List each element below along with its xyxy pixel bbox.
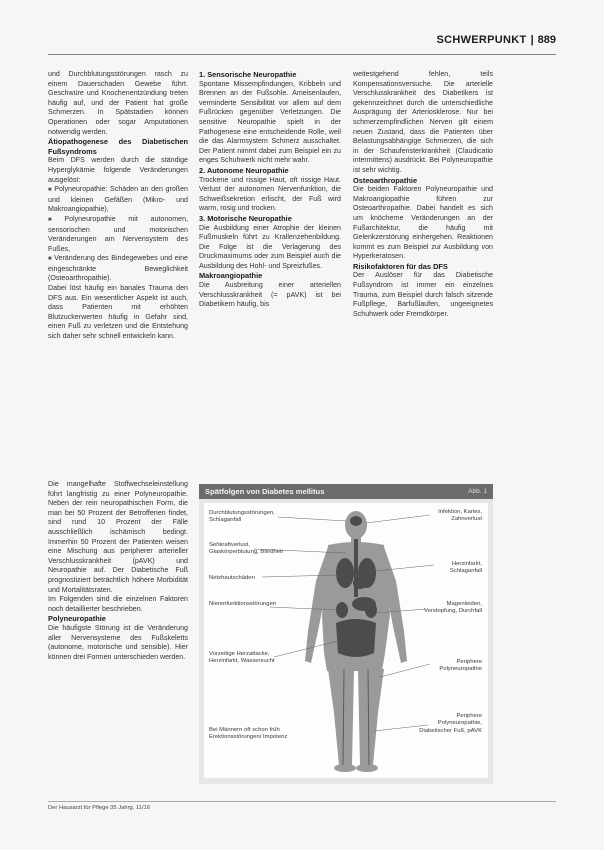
label-diabetischer-fuss: Periphere Polyneuropathie, Diabetischer Fuß, pAVK (419, 713, 482, 734)
header-separator: | (530, 34, 534, 46)
dfs-item-text: Polyneuropathie: Schäden an den großen und kleinen Gefäßen (Mikro- und Makroangiopathie), (48, 185, 188, 214)
dfs-item-text: Veränderung des Bindegewebes und eine eingeschränkte Beweglichkeit (Osteoarthropathie). (48, 254, 189, 283)
label-erektion: Bei Männern oft schon früh Erektionsstörungen/ Impotenz (209, 727, 288, 741)
column-3-intro: weitestgehend fehlen, teils Kompensationsversuche. Die arterielle Verschlusskrankheit des Diabetikers ist gekennzeichnet durch die unterschiedliche Ausprägung der Arteriosklerose. Nur bei schmerzempfindlichen Nerven gilt einem neuen Zustand, dass die Patienten über Belastungsabhängige Schmerzen, die sich in der Schaufensterkrankheit (Claudicatio intermittens) ausdrückt. Bei Polyneuropathie ist sehr wichtig. (353, 70, 493, 174)
dfs-item-text: Polyneuropathie mit autonomen, sensorischen und motorischen Veränderungen am Nervensystem des Fußes, (48, 214, 189, 253)
paragraph-osteoarthropathie: Die beiden Faktoren Polyneuropathie und Makroangiopathie führen zur Osteoarthropathie. Dabei handelt es sich um knöcherne Veränderungen an der Fußarchitektur, die häufig mit Gelenkzerstörung einhergehen. Reaktionen kommt es zum Beispiel zur Ausbildung von Hyperkeratosen. (353, 185, 493, 261)
figure-body (204, 503, 488, 778)
header-rule (48, 54, 556, 55)
bullet-icon: ■ (48, 256, 53, 263)
dfs-item (48, 254, 188, 284)
heading-motorische: 3. Motorische Neuropathie (199, 213, 292, 223)
paragraph-motorische: Die Ausbildung einer Atrophie der kleinen Fußmuskeln führt zu Krallenzehenbildung. Die Folge ist die Verlagerung des Druckmaximums oder zum Beispiel auch die Ausbildung des Hohl- und Spreizfußes. (199, 223, 341, 270)
figure-title-bar (199, 484, 493, 499)
label-niere: Nierenfunktionsstörungen (209, 601, 277, 607)
paragraph-sensorische: Spontane Missempfindungen, Kribbeln und Brennen an der Fußsohle. Ameisenlaufen, verminderte Sensibilität vor allem auf dem Fußrücken gegenüber Verletzungen. Die sensitive Neuropathie spielt in der Pathogenese eine entscheidende Rolle, weil die das Alarmsystem Schmerz ausschaltet. Der Patient nimmt dabei zum Beispiel ein zu enges Schuhwerk nicht mehr wahr. (199, 79, 341, 165)
footer-rule (48, 801, 556, 802)
paragraph-risikofaktoren: Der Auslöser für das Diabetische Fußsyndrom ist immer ein einzelnes Trauma, zum Beispiel durch falsch sitzende Fußpflege, Barfußlaufen, ungeeignetes Schuhwerk oder Fremdkörper. (353, 271, 493, 318)
paragraph-following: Im Folgenden sind die einzelnen Faktoren noch detaillierter beschrieben. (48, 595, 188, 613)
dfs-intro: Beim DFS werden durch die ständige Hyperglykämie folgende Veränderungen ausgelöst: (48, 156, 188, 184)
heading-risikofaktoren: Risikofaktoren für das DFS (353, 261, 448, 271)
dfs-item (48, 185, 188, 215)
column-1-intro: und Durchblutungsstörungen rasch zu einem Dauerschaden Gewebe führt. Geschwüre und Knochenentzündung treten häufig auf, und der Patient hat große Schmerzen. In Spätstadien können Operationen oder sogar Amputationen notwendig werden. (48, 70, 188, 136)
bullet-icon: ■ (48, 216, 63, 223)
label-infektion: Infektion, Karies, Zahnverlust (438, 509, 482, 523)
section-title: SCHWERPUNKT (436, 34, 527, 46)
figure-title: Spätfolgen von Diabetes mellitus (205, 487, 325, 496)
heading-makroangiopathie: Makroangiopathie (199, 271, 263, 281)
label-durchblutung: Durchblutungsstörungen, Schlaganfall (209, 510, 275, 524)
paragraph-mix: Die mangelhafte Stoffwechseleinstellung führt langfristig zu einer Polyneuropathie. Neben der rein neuropathischen Form, die man bei 50 Prozent der Betroffenen findet, sind rund 10 Prozent der Fälle ausschließlich ischämisch bedingt. Immerhin 50 Prozent der Patienten weisen eine Mischung aus peripherer arterieller Verschlusskrankheit (pAVK) und Neuropathie auf. Der Diabetische Fuß prognostiziert beträchtlich höhere Morbidität und Mortalitätsraten. (48, 480, 188, 594)
label-herzattacke: Vorzeitige Herzattacke, Herzinfarkt, Wassersucht (209, 651, 275, 665)
figure-number: Abb. 1 (468, 488, 487, 495)
footer: Der Hausarzt für Pflege 35 Jahrg. 11/16 (48, 805, 151, 811)
label-herzinfarkt: Herzinfarkt, Schlaganfall (449, 561, 482, 575)
paragraph-makroangiopathie: Die Ausbreitung einer arteriellen Verschlusskrankheit (= pAVK) ist bei Diabetikern häufig, bis (199, 281, 341, 309)
column-1 (48, 70, 188, 342)
column-1-lower (48, 480, 188, 662)
label-magen: Magenleiden, Verstopfung, Durchfall (424, 601, 482, 615)
dfs-item (48, 215, 188, 254)
column-3 (353, 70, 493, 319)
paragraph-autonome: Trockene und rissige Haut, oft rissige Haut. Verlust der autonomen Nervenfunktion, die Schweißsekretion erlischt, der Fuß wird warm, rosig und trocken. (199, 175, 341, 213)
bullet-icon: ■ (48, 187, 53, 194)
label-netzhaut: Netzhautschäden (209, 575, 255, 581)
heading-sensorische: 1. Sensorische Neuropathie (199, 70, 297, 79)
running-header (436, 29, 556, 51)
figure-spaetfolgen (199, 484, 493, 784)
heading-dfs: Ätiopathogenese des Diabetischen Fußsyndroms (48, 137, 188, 156)
dfs-outro: Dabei löst häufig ein banales Trauma den DFS aus. Ein wesentlicher Aspekt ist auch, dass Patienten mit erhöhten Blutzuckerwerten häufig in Gefahr sind, einen Fuß zu verletzen und die Entstehung sich daher sehr schnell entwickeln kann. (48, 284, 188, 341)
label-polyneuropathie: Periphere Polyneuropathie (439, 659, 482, 673)
heading-autonome: 2. Autonome Neuropathie (199, 165, 289, 175)
label-sehkraft: Sehkraftverlust, Glaskörperblutung, Blindheit (209, 542, 284, 556)
heading-polyneuropathie: Polyneuropathie (48, 614, 106, 624)
page-number: 889 (537, 34, 556, 46)
heading-osteoarthropathie: Osteoarthropathie (353, 175, 418, 185)
paragraph-polyneuropathie: Die häufigste Störung ist die Veränderung aller Nervensysteme des Fußskeletts (autonome, motorische und sensible). Hier können drei Formen unterschieden werden. (48, 623, 188, 661)
column-2 (199, 70, 341, 310)
